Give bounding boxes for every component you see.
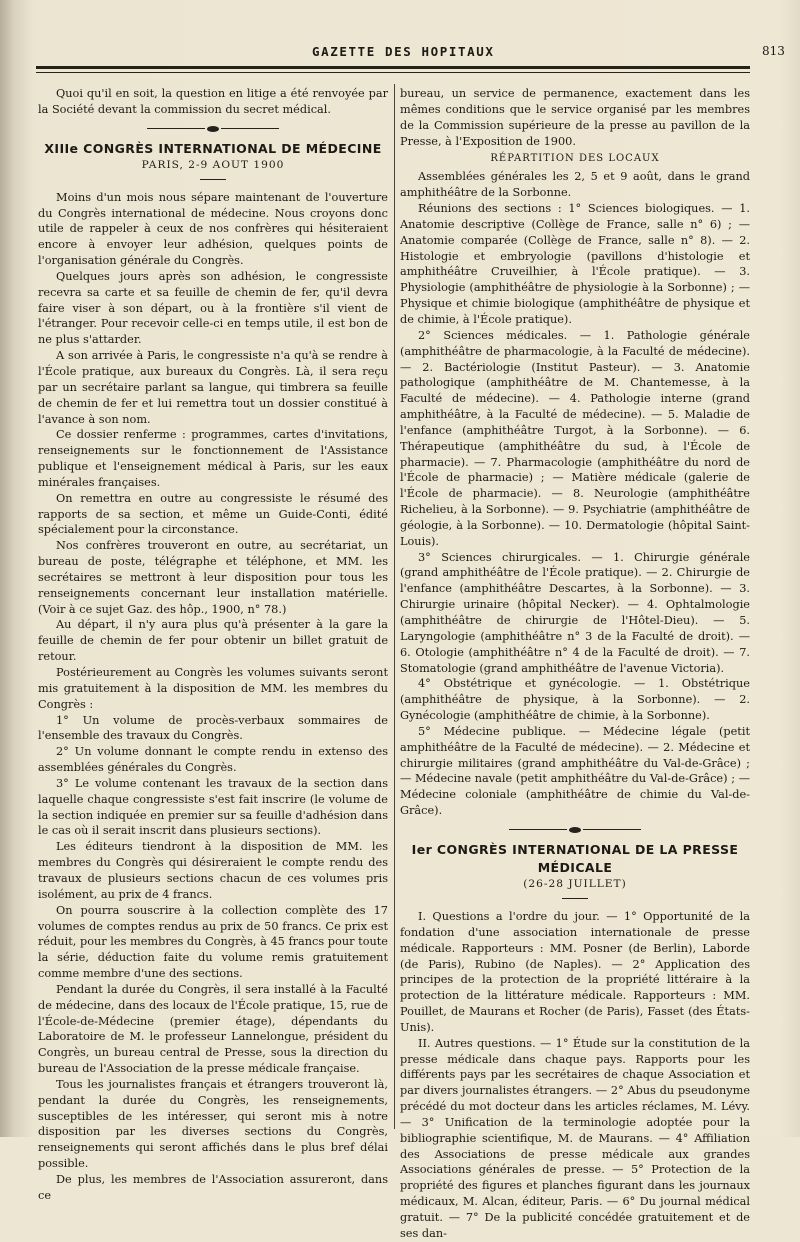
article-paragraph: 5° Médecine publique. — Médecine légale (petit amphithéâtre de la Faculté de médecine). — 2. Médecine et chirurgie militaires (grand amphithéâtre du Val-de-Grâce) ; — Médecine navale (petit amphithéâtre du Val-de-Grâce) ; — Médecine coloniale (amphithéâtre de chimie du Val-de-Grâce). (400, 724, 750, 818)
article-paragraph: Quelques jours après son adhésion, le congressiste recevra sa carte et sa feuille de chemin de fer, qu'il devra faire viser à son départ, ou à la frontière s'il vient de l'étranger. Pour recevoir celle-ci en temps utile, il est bon de ne plus s'attarder. (38, 269, 388, 347)
press-congress-dates: (26-28 JUILLET) (523, 877, 627, 890)
header-rule-thick (36, 66, 750, 69)
article-paragraph: Assemblées générales les 2, 5 et 9 août, dans le grand amphithéâtre de la Sorbonne. (400, 170, 750, 200)
article-paragraph: Tous les journalistes français et étrangers trouveront là, pendant la durée du Congrès, les renseignements, susceptibles de les intéresser, qui seront mis à notre disposition par les diverses sections du Congrès, renseignements qui seront affichés dans le plus bref délai possible. (38, 1077, 388, 1171)
article-paragraph: On pourra souscrire à la collection complète des 17 volumes de comptes rendus au prix de 50 francs. Ce prix est réduit, pour les membres du Congrès, à 45 francs pour toute la série, déduction faite du volume remis gratuitement comme membre d'une des sections. (38, 903, 388, 981)
repartition-heading: RÉPARTITION DES LOCAUX (490, 153, 660, 165)
intro-paragraph: Quoi qu'il en soit, la question en litige a été renvoyée par la Société devant la commission du secret médical. (38, 87, 388, 116)
title-rule (200, 179, 226, 180)
article-paragraph: Nos confrères trouveront en outre, au secrétariat, un bureau de poste, télégraphe et téléphone, et MM. les secrétaires se mettront à leur disposition pour tous les renseignements concernant leur installation matérielle. (Voir à ce sujet Gaz. des hôp., 1900, n° 78.) (38, 539, 388, 616)
page-number: 813 (762, 44, 785, 58)
press-congress-title: Ier CONGRÈS INTERNATIONAL DE LA PRESSE MÉDICALE (411, 841, 739, 875)
article-paragraph: II. Autres questions. — 1° Étude sur la constitution de la presse médicale dans chaque pays. Rapports pour les différents pays par les secrétaires de chaque Association et par divers journalistes étrangers. — 2° Abus du pseudonyme précédé du mot docteur dans les articles réclames, M. Lévy. — 3° Unification de la terminologie adoptée pour la bibliographie scientifique, M. de Maurans. — 4° Affiliation des Associations de presse médicale aux grandes Associations générales de presse. — 5° Protection de la propriété des figures et planches figurant dans les journaux médicaux, M. Alcan, éditeur, Paris. — 6° Du journal médical gratuit. — 7° De la publicité concédée gratuitement et de ses dan- (400, 1036, 750, 1240)
article-paragraph: Au départ, il n'y aura plus qu'à présenter à la gare la feuille de chemin de fer pour obtenir un billet gratuit de retour. (38, 618, 388, 664)
article-paragraph: Pendant la durée du Congrès, il sera installé à la Faculté de médecine, dans des locaux de l'École pratique, 15, rue de l'École-de-Médecine (premier étage), dépendants du Laboratoire de M. le professeur Lannelongue, président du Congrès, un bureau central de Presse, sous la direction du bureau de l'Association de la presse médicale française. (38, 982, 388, 1076)
article-paragraph: 2° Un volume donnant le compte rendu in extenso des assemblées générales du Congrès. (38, 745, 388, 775)
article-paragraph: 3° Le volume contenant les travaux de la section dans laquelle chaque congressiste s'est fait inscrire (le volume de la section indiquée en premier sur sa feuille d'adhésion dans le cas où il serait inscrit dans plusieurs sections). (38, 776, 388, 838)
article-paragraph: 3° Sciences chirurgicales. — 1. Chirurgie générale (grand amphithéâtre de l'École pratique). — 2. Chirurgie de l'enfance (amphithéâtre Descartes, à la Sorbonne). — 3. Chirurgie urinaire (hôpital Necker). — 4. Ophtalmologie (amphithéâtre de chirurgie de l'Hôtel-Dieu). — 5. Laryngologie (amphithéâtre n° 3 de la Faculté de droit). — 6. Otologie (amphithéâtre n° 4 de la Faculté de droit). — 7. Stomatologie (grand amphithéâtre de l'avenue Victoria). (400, 550, 750, 675)
article-paragraph: I. Questions a l'ordre du jour. — 1° Opportunité de la fondation d'une association internationale de presse médicale. Rapporteurs : MM. Posner (de Berlin), Laborde (de Paris), Rubino (de Naples). — 2° Application des principes de la protection de la propriété littéraire à la protection de la littérature médicale. Rapporteurs : MM. Pouillet, de Maurans et Rocher (de Paris), Fasset (des États-Unis). (400, 909, 750, 1034)
article-paragraph: Les éditeurs tiendront à la disposition de MM. les membres du Congrès qui désireraient le compte rendu des travaux de plusieurs sections chacun de ces volumes pris isolément, au prix de 4 francs. (38, 840, 388, 901)
continued-paragraph: bureau, un service de permanence, exactement dans les mêmes conditions que le service organisé par les membres de la Commission supérieure de la presse au pavillon de la Presse, à l'Exposition de 1900. (400, 87, 750, 148)
article-paragraph: On remettra en outre au congressiste le résumé des rapports de sa section, et même un Guide-Conti, édité spécialement pour la circonstance. (38, 491, 388, 537)
left-column (38, 86, 388, 1204)
article-paragraph: A son arrivée à Paris, le congressiste n'a qu'à se rendre à l'École pratique, aux bureaux du Congrès. Là, il sera reçu par un secrétaire parlant sa langue, qui timbrera sa feuille de chemin de fer et lui remettra tout un dossier constitué à l'avance à son nom. (38, 349, 388, 426)
page-header (0, 44, 800, 64)
article-paragraph: 4° Obstétrique et gynécologie. — 1. Obstétrique (amphithéâtre de physique, à la Sorbonne). — 2. Gynécologie (amphithéâtre de chimie, à la Sorbonne). (400, 677, 750, 723)
right-column (400, 86, 750, 1242)
column-divider (394, 84, 395, 1129)
journal-title: GAZETTE DES HOPITAUX (312, 44, 495, 59)
article-paragraph: De plus, les membres de l'Association assureront, dans ce (38, 1173, 388, 1202)
article-paragraph: 2° Sciences médicales. — 1. Pathologie générale (amphithéâtre de pharmacologie, à la Faculté de médecine). — 2. Bactériologie (Institut Pasteur). — 3. Anatomie pathologique (amphithéâtre de M. Chantemesse, à la Faculté de médecine). — 4. Pathologie interne (grand amphithéâtre, à la Faculté de médecine). — 5. Maladie de l'enfance (amphithéâtre Turgot, à la Sorbonne). — 6. Thérapeutique (amphithéâtre du sud, à l'École de pharmacie). — 7. Pharmacologie (amphithéâtre du nord de l'École de pharmacie) ; — Matière médicale (galerie de l'École de pharmacie). — 8. Neurologie (amphithéâtre Richelieu, à la Sorbonne). — 9. Psychiatrie (amphithéâtre de géologie, à la Sorbonne). — 10. Dermatologie (hôpital Saint-Louis). (400, 328, 750, 548)
article-paragraph: Postérieurement au Congrès les volumes suivants seront mis gratuitement à la disposition de MM. les membres du Congrès : (38, 666, 388, 711)
article-paragraph: Ce dossier renferme : programmes, cartes d'invitations, renseignements sur le fonctionnement de l'Assistance publique et l'enseignement médical à Paris, sur les eaux minérales françaises. (38, 428, 388, 489)
article-paragraph: Moins d'un mois nous sépare maintenant de l'ouverture du Congrès international de médecine. Nous croyons donc utile de rappeler à ceux de nos confrères qui hésiteraient encore à envoyer leur adhésion, quelques points de l'organisation générale du Congrès. (38, 190, 388, 268)
section-separator (400, 819, 750, 841)
article-paragraph: 1° Un volume de procès-verbaux sommaires de l'ensemble des travaux du Congrès. (38, 713, 388, 743)
title-rule (562, 898, 588, 899)
congress-title: XIIIe CONGRÈS INTERNATIONAL DE MÉDECINE (44, 140, 382, 156)
congress-place-date: PARIS, 2-9 AOUT 1900 (141, 158, 285, 171)
header-rule-thin (36, 72, 750, 73)
section-separator (38, 118, 388, 140)
article-paragraph: Réunions des sections : 1° Sciences biologiques. — 1. Anatomie descriptive (Collège de France, salle n° 6) ; — Anatomie comparée (Collège de France, salle n° 8). — 2. Histologie et embryologie (pavillons d'histologie et amphithéâtre Cruveilhier, à l'École pratique). — 3. Physiologie (amphithéâtre de physiologie à la Sorbonne) ; — Physique et chimie biologique (amphithéâtre de physique et de chimie, à l'École pratique). (400, 202, 750, 326)
